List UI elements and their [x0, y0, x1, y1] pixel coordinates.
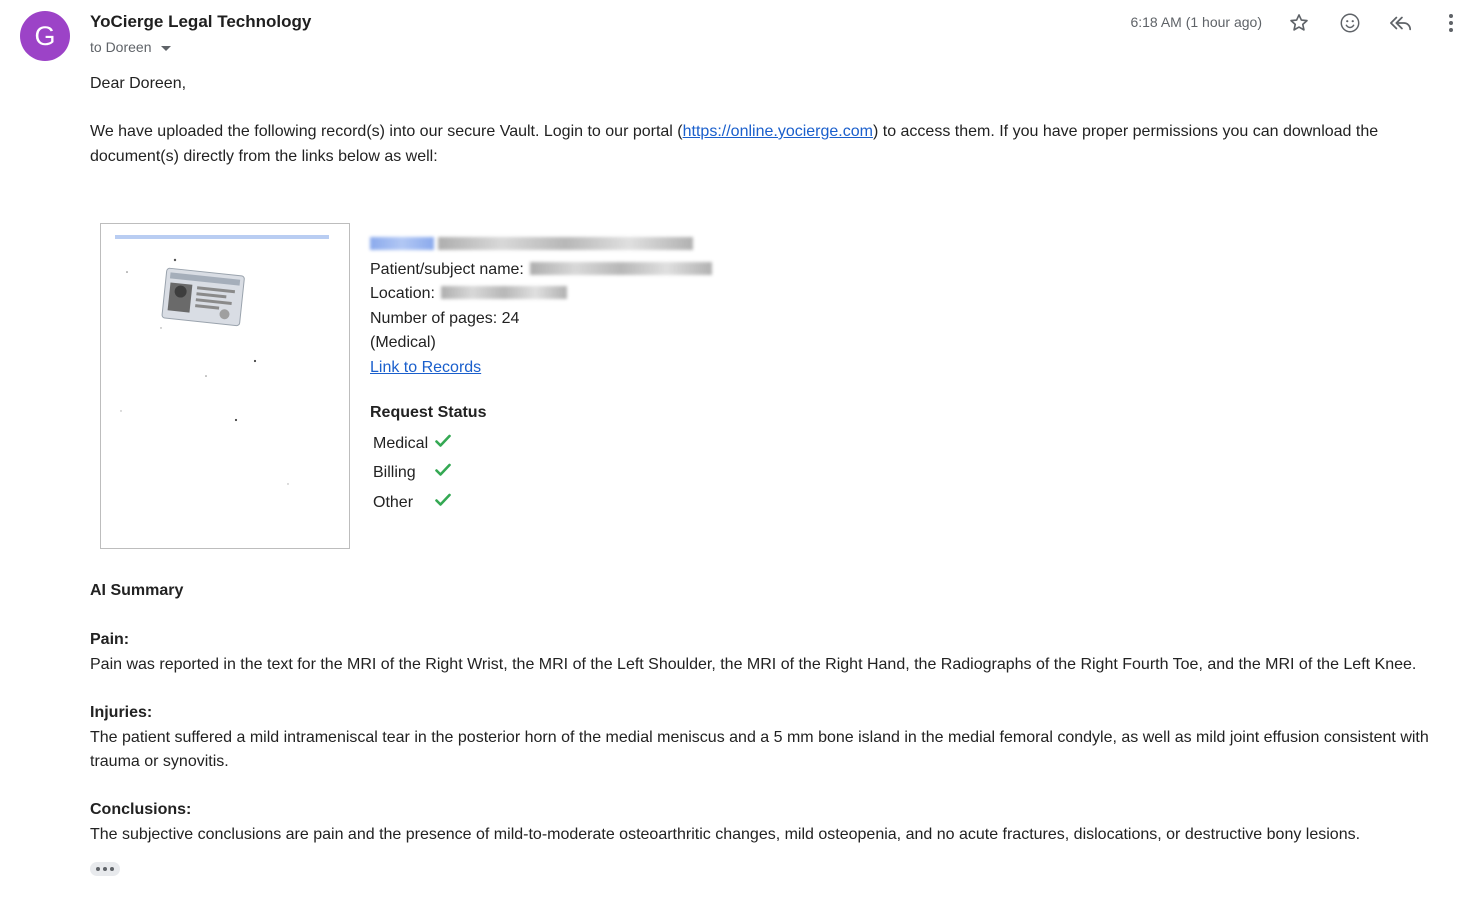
location-row: [370, 282, 712, 307]
redacted-id: [370, 237, 434, 250]
sender-avatar[interactable]: G: [20, 11, 70, 61]
location-label: Location:: [370, 285, 435, 302]
request-status-title: Request Status: [370, 404, 487, 421]
ellipsis-dot: [110, 867, 114, 871]
record-details: [370, 233, 712, 380]
conclusions-text: The subjective conclusions are pain and the presence of mild-to-moderate osteoarthritic changes, mild osteopenia, and no acute fractures, dislocations, or destructive bony lesions.: [90, 825, 1361, 843]
ellipsis-dot: [103, 867, 107, 871]
more-options-button[interactable]: [1436, 8, 1466, 38]
status-label: Billing: [373, 464, 416, 482]
pain-text: Pain was reported in the text for the MRI of the Right Wrist, the MRI of the Left Shoulder, the MRI of the Right Hand, the Radiographs of the Right Fourth Toe, and the MRI of the Left Knee.: [90, 655, 1417, 673]
status-label: Medical: [373, 434, 429, 452]
document-preview-image: [101, 224, 349, 548]
message-timestamp: 6:18 AM (1 hour ago): [1130, 14, 1262, 30]
recipient-toggle[interactable]: [90, 39, 171, 55]
record-title-redacted: [370, 233, 712, 258]
ai-summary-heading: AI Summary: [90, 582, 184, 599]
intro-paragraph: [90, 119, 1430, 169]
status-row-billing: [373, 459, 451, 489]
checkmark-icon: [435, 463, 451, 477]
document-thumbnail[interactable]: [100, 223, 350, 549]
status-row-medical: [373, 429, 451, 459]
redacted-location: [441, 286, 567, 299]
sender-name[interactable]: YoCierge Legal Technology: [90, 12, 312, 31]
reply-all-button[interactable]: [1386, 8, 1416, 38]
intro-text-before: We have uploaded the following record(s) into our secure Vault. Login to our portal (: [90, 123, 683, 140]
conclusions-heading: Conclusions:: [90, 801, 192, 818]
page-count: Number of pages: 24: [370, 309, 520, 327]
link-to-records[interactable]: Link to Records: [370, 358, 482, 376]
ellipsis-dot: [96, 867, 100, 871]
recipient-label: to Doreen: [90, 39, 152, 55]
emoji-button[interactable]: [1335, 8, 1365, 38]
redacted-patient-name: [530, 262, 712, 275]
ai-summary-title: [90, 579, 1455, 604]
checkmark-icon: [435, 434, 451, 448]
star-button[interactable]: [1284, 8, 1314, 38]
portal-link[interactable]: https://online.yocierge.com: [682, 123, 873, 140]
request-status-table: [373, 429, 451, 518]
redacted-record-title: [438, 237, 693, 250]
show-trimmed-content-button[interactable]: [90, 862, 120, 876]
pain-heading: Pain:: [90, 631, 130, 648]
star-icon: [1288, 12, 1310, 34]
injuries-heading: Injuries:: [90, 704, 153, 721]
conclusions-section: [90, 798, 1455, 847]
patient-name-row: [370, 258, 712, 283]
patient-name-label: Patient/subject name:: [370, 260, 524, 278]
status-label: Other: [373, 493, 414, 511]
injuries-section: [90, 701, 1455, 775]
status-row-other: [373, 488, 451, 518]
checkmark-icon: [435, 493, 451, 507]
injuries-text: The patient suffered a mild intrameniscal tear in the posterior horn of the medial meniscus and a 5 mm bone island in the medial femoral condyle, as well as mild joint effusion consistent with trauma or synovitis.: [90, 728, 1429, 770]
pain-section: [90, 628, 1455, 677]
more-vert-icon: [1448, 13, 1454, 33]
emoji-icon: [1339, 12, 1361, 34]
greeting: Dear Doreen,: [90, 75, 187, 92]
reply-all-icon: [1389, 12, 1413, 34]
record-type: (Medical): [370, 334, 436, 351]
chevron-down-icon[interactable]: [161, 46, 171, 51]
intro-text-after: ) to access them. If you have proper permissions you can download the document(s) directly from the links below as well:: [90, 123, 1379, 165]
